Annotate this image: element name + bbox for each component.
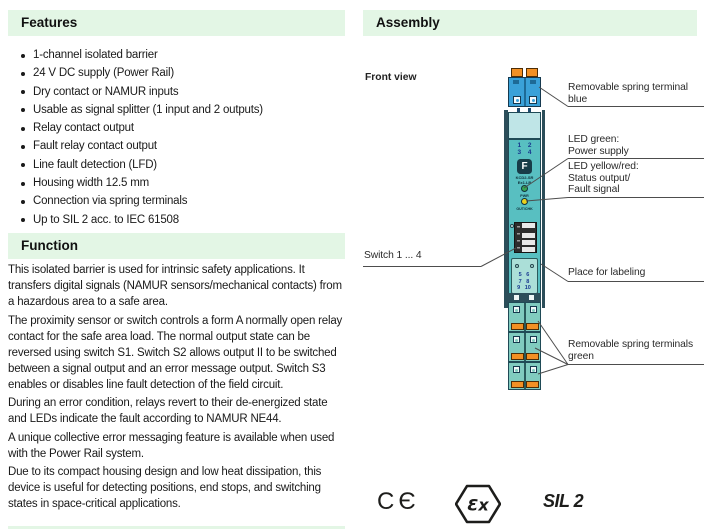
- callout-terminal-blue: Removable spring terminal blue: [568, 82, 688, 105]
- spring-terminal-hole: [530, 306, 537, 313]
- terminal-number-mark: [517, 108, 520, 112]
- led-yellow-status: [521, 198, 528, 205]
- housing-side-rail: [542, 110, 546, 308]
- led-green-power: [521, 185, 528, 192]
- callout-led-yellow: LED yellow/red: Status output/ Fault signal: [568, 161, 639, 196]
- spring-terminal-hole: [529, 96, 537, 104]
- spring-terminal-hole: [513, 96, 521, 104]
- terminal-mark: [513, 80, 519, 84]
- sil2-mark: SIL 2: [543, 491, 584, 511]
- function-text: [8, 262, 348, 515]
- panel-hole: [530, 264, 534, 268]
- orange-clip-icon: [511, 323, 524, 330]
- features-title: Features: [21, 15, 78, 30]
- ex-atex-mark: [455, 484, 501, 524]
- dip-scale-marks: [517, 226, 520, 252]
- callout-switches: Switch 1 ... 4: [364, 250, 422, 261]
- terminal-numbers-top: 1 2 3 4: [517, 142, 532, 156]
- spring-terminal-hole: [513, 366, 520, 373]
- ce-mark: CЄ: [377, 488, 420, 515]
- device-front-view-figure: [477, 62, 569, 392]
- features-section-header: [8, 10, 345, 36]
- assembly-title: Assembly: [376, 15, 440, 30]
- terminal-divider: [524, 78, 526, 106]
- blue-terminal-block: [508, 77, 541, 107]
- front-view-label: Front view: [365, 72, 417, 83]
- function-paragraph: A unique collective error messaging feature is available when used with the Power Rail system.: [8, 431, 335, 460]
- feature-item: 24 V DC supply (Power Rail): [8, 64, 345, 82]
- green-terminal-block: [508, 362, 541, 390]
- spring-terminal-hole: [513, 306, 520, 313]
- model-label: KCD2-SR Ex1.LB: [515, 175, 534, 185]
- feature-item: Relay contact output: [8, 119, 345, 137]
- orange-clip-icon: [511, 353, 524, 360]
- features-list: [8, 46, 345, 229]
- dip-switch-slider: [522, 233, 535, 238]
- svg-text:Ɛx: Ɛx: [467, 495, 489, 515]
- feature-item: Fault relay contact output: [8, 137, 345, 155]
- terminal-number-mark: [528, 108, 531, 112]
- function-paragraph: During an error condition, relays revert to their de-energized state and LEDs indicate the fault according to NAMUR NE44.: [8, 397, 328, 425]
- feature-item: Connection via spring terminals: [8, 192, 345, 210]
- callout-terminals-green: Removable spring terminals green: [568, 339, 694, 362]
- orange-clip-icon: [526, 68, 538, 77]
- led-green-label: PWR: [520, 193, 529, 198]
- dip-switch-slider: [522, 223, 535, 228]
- orange-clip-icon: [526, 353, 539, 360]
- feature-item: Housing width 12.5 mm: [8, 174, 345, 192]
- dip-switch-block: [514, 222, 537, 253]
- dip-switch-slider: [522, 240, 535, 245]
- orange-clip-icon: [511, 68, 523, 77]
- feature-item: Dry contact or NAMUR inputs: [8, 83, 345, 101]
- housing-side-rail: [504, 110, 508, 308]
- spring-terminal-hole: [513, 336, 520, 343]
- callout-labeling: Place for labeling: [568, 267, 646, 278]
- panel-hole: [515, 264, 519, 268]
- led-yellow-label: OUT/CHK: [516, 206, 533, 211]
- orange-clip-icon: [526, 381, 539, 388]
- upper-housing: [508, 112, 541, 139]
- orange-clip-icon: [511, 381, 524, 388]
- orange-clip-icon: [526, 323, 539, 330]
- labeling-panel: [511, 258, 538, 294]
- terminal-numbers-mid: 5 6 7 8 9 10: [517, 272, 531, 292]
- dip-switch-slider: [522, 247, 535, 252]
- feature-item: Line fault detection (LFD): [8, 156, 345, 174]
- function-title: Function: [21, 238, 78, 253]
- function-paragraph: The proximity sensor or switch controls a form A normally open relay contact for the safe area load. The normal output state can be reversed using switch S1. Switch S2 allows output II to be switched between a signal output and an error message output. Switch S3 enables or disables line fault detection of the field circuit.: [8, 314, 343, 391]
- feature-item: Up to SIL 2 acc. to IEC 61508: [8, 211, 345, 229]
- device-body: [508, 139, 541, 302]
- pepperl-fuchs-logo: F: [517, 159, 532, 174]
- terminal-mark: [530, 80, 536, 84]
- assembly-section-header: [363, 10, 697, 36]
- feature-item: 1-channel isolated barrier: [8, 46, 345, 64]
- function-section-header: [8, 233, 345, 259]
- feature-item: Usable as signal splitter (1 input and 2 outputs): [8, 101, 345, 119]
- green-terminal-block: [508, 302, 541, 332]
- callout-led-green: LED green: Power supply: [568, 134, 629, 157]
- function-paragraph: Due to its compact housing design and low heat dissipation, this device is useful for detecting positions, end stops, and switching states in space-critical applications.: [8, 466, 322, 510]
- function-paragraph: This isolated barrier is used for intrinsic safety applications. It transfers digital signals (NAMUR sensors/mechanical contacts) from a hazardous area to a safe area.: [8, 264, 342, 308]
- spring-terminal-hole: [530, 336, 537, 343]
- green-terminal-block: [508, 332, 541, 362]
- spring-terminal-hole: [530, 366, 537, 373]
